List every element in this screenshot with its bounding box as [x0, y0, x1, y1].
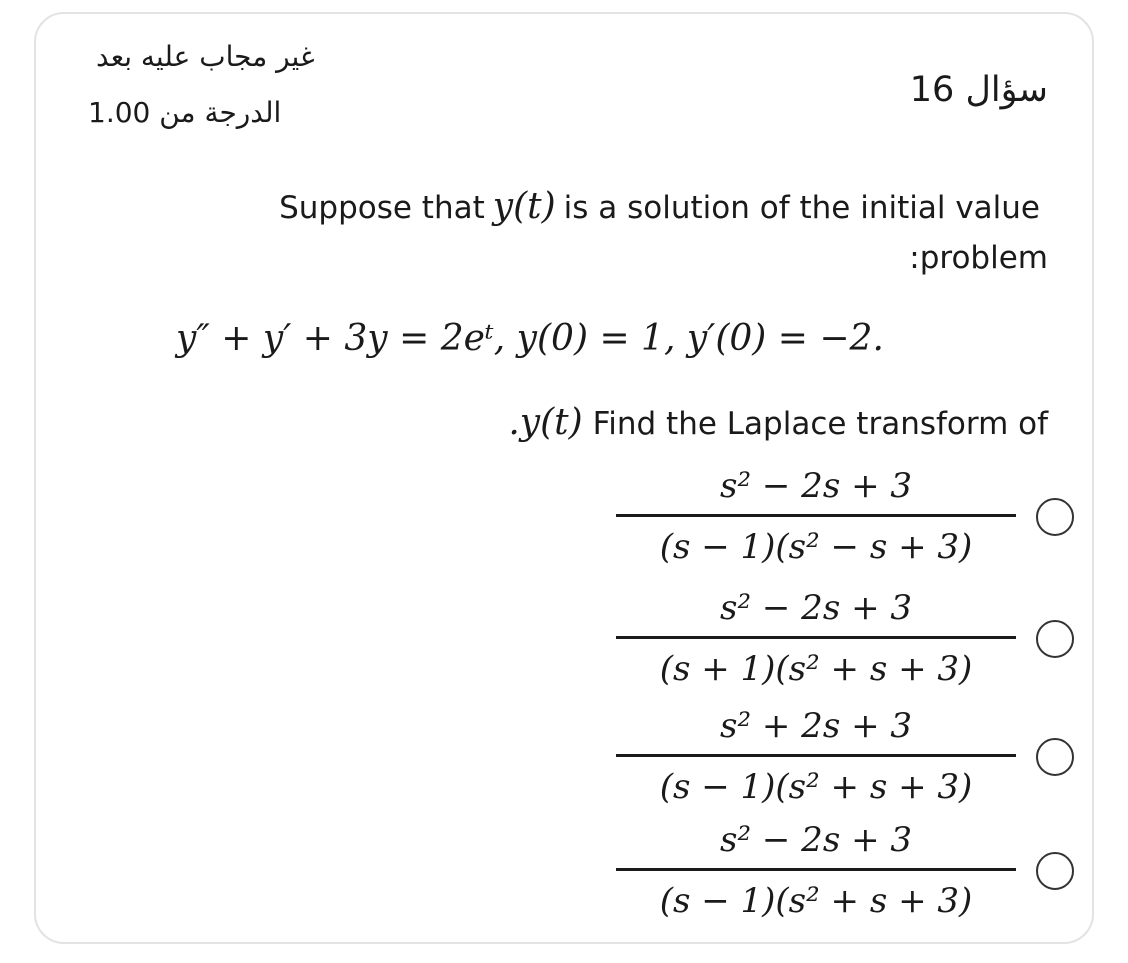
- option-4-radio[interactable]: [1036, 852, 1074, 890]
- option-1-fraction: [616, 464, 1016, 569]
- fraction-bar: [616, 868, 1016, 871]
- question-prompt: [508, 402, 1048, 443]
- option-3-radio[interactable]: [1036, 738, 1074, 776]
- option-3-fraction: [616, 704, 1016, 809]
- intro-line2: :problem: [909, 240, 1048, 276]
- intro-before: Suppose that: [279, 190, 485, 226]
- answer-option-1[interactable]: [616, 464, 1096, 582]
- option-2-numerator: s² − 2s + 3: [720, 588, 912, 628]
- answer-option-2[interactable]: [616, 586, 1096, 704]
- fraction-bar: [616, 754, 1016, 757]
- option-4-fraction: [616, 818, 1016, 923]
- option-2-radio[interactable]: [1036, 620, 1074, 658]
- initial-value-equation: y″ + y′ + 3y = 2eᵗ, y(0) = 1, y′(0) = −2.: [176, 318, 884, 359]
- fraction-bar: [616, 514, 1016, 517]
- option-3-numerator: s² + 2s + 3: [720, 706, 912, 746]
- option-4-numerator: s² − 2s + 3: [720, 820, 912, 860]
- question-number: سؤال 16: [909, 70, 1048, 110]
- question-card: [34, 12, 1094, 944]
- option-1-numerator: s² − 2s + 3: [720, 466, 912, 506]
- prompt-text: Find the Laplace transform of: [592, 406, 1048, 442]
- option-3-denominator: (s − 1)(s² + s + 3): [659, 767, 973, 807]
- intro-after: is a solution of the initial value: [563, 190, 1040, 226]
- answer-option-3[interactable]: [616, 704, 1096, 822]
- fraction-bar: [616, 636, 1016, 639]
- option-2-denominator: (s + 1)(s² + s + 3): [659, 649, 973, 689]
- answer-option-4[interactable]: [616, 818, 1096, 936]
- intro-math-y-of-t: y(t): [492, 186, 556, 227]
- question-intro: [271, 186, 1048, 227]
- option-1-denominator: (s − 1)(s² − s + 3): [659, 527, 973, 567]
- answer-status: غير مجاب عليه بعد: [96, 40, 315, 73]
- option-1-radio[interactable]: [1036, 498, 1074, 536]
- option-4-denominator: (s − 1)(s² + s + 3): [659, 881, 973, 921]
- question-grade: الدرجة من 1.00: [88, 96, 282, 129]
- prompt-math-y-of-t: .y(t): [508, 402, 583, 443]
- option-2-fraction: [616, 586, 1016, 691]
